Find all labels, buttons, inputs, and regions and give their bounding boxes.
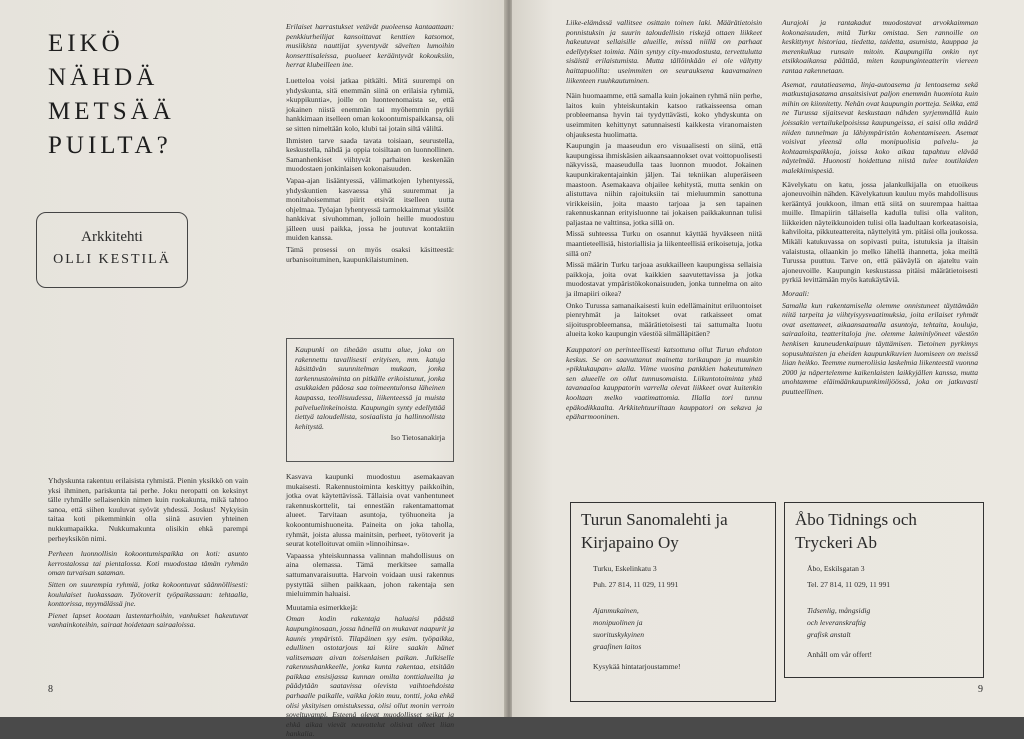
paragraph: Perheen luonnollisin kokoontumispaikka on koti: asunto kerrostalossa tai pientalossa. Koti muodostaa tämän ryhmän oman turvaisan sataman.	[48, 549, 248, 578]
paragraph: Samalla kun rakentamisella olemme onnistuneet täyttämään niitä tarpeita ja viihtyisyysvaatimuksia, joita erilaiset ryhmät ovat asettaneet, aikaansaamalla asuntoja, tehtaita, kouluja, sairaaloita, teatteritaloja jne. olemme laiminlyöneet väestön henkisen kauneudenkaipuun täyttämisen. Tietoinen pyrkimys sopusuhtaisten ja eheiden kaupunkikuvien luomiseen on meissä liian heikko. Teemme numeroliisia laskelmia liikenteestä vuonna 2000 ja näpertelemme kaikenlaisten laikkyjällen kanssa, mutta unohtamme eläimäänkaupunkimiljöössä, joka on jatkuvasti puutteellinen.	[782, 300, 978, 396]
ad-slogan-line: monipuolinen ja	[593, 618, 643, 627]
left-column-2-top	[286, 22, 454, 334]
paragraph: Kasvava kaupunki muodostuu asemakaavan mukaisesti. Rakennustoiminta keskittyy paikkoihin, jotka ovat käytettävissä. Tällaisia ovat vanhentuneet rakennuskorttelit, tai ennestään rakentamattomat alueet. Tarvitaan asuntoja, työhuoneita ja kokoontumishuoneita. Paineita on joka taholla, ryhmät, joista alussa mainitsin, perheet, työtoverit ja seurat kotelloituvat omiin »linnoihinsa».	[286, 472, 454, 549]
ad-phone: Puh. 27 814, 11 029, 11 991	[593, 580, 679, 589]
paragraph: Vapaassa yhteiskunnassa valinnan mahdollisuus on aina olemassa. Tämä merkitsee samalla sattumanvaraisuutta. Harvoin voidaan uusi rakennus pystyttää siihen paikkaan, johon rakentaja sen mieluimmin haluaisi.	[286, 550, 454, 599]
ad-slogan-line: och leveranskraftig	[807, 618, 866, 627]
paragraph: Vapaa-ajan lisääntyessä, välimatkojen lyhentyessä, yhdyskuntien kasvaessa yhä suuremmat ja monitahoisemmat piirit etsivät itselleen uutta ohjelmaa. Työajan lyhentyessä tarmokkaimmat yksilöt hankkivat sivuhomman, jolloin heille muodostuu jälleen uusi paikka, jossa he joutuvat kontaktiin muiden kanssa.	[286, 175, 454, 243]
right-page	[512, 0, 1024, 717]
author-name: OLLI KESTILÄ	[53, 252, 171, 267]
paragraph: Missä määrin Turku tarjoaa asukkailleen kaupungissa sellaisia paikkoja, joita ovat kaikkien saavutettavissa ja jotka muodostavat ympäristökokonaisuuden, jonka tunnelma on aito ja ilmapiiri oikea?	[566, 260, 762, 299]
paragraph: Asemat, rautatieasema, linja-autoasema ja lentoasema sekä matkustajasatama ansaitsisivat paljon enemmän huomiota kuin mihin on kiinnitetty. Nehän ovat kaupungin portteja. Seikka, että ne Turussa sijaitsevat keskustaan nähden syrjemmällä kuin joissakin vertailukelpoisissa kaupungeissa, ei saisi olla määrä niiden tunnelman ja lähiympäristön kohentamiseen. Asemat voisivat yleensä olla monipuolisia palvelu- ja kohtaamispaikkoja, joissa koko aikaa tapahtuu elävää näytelmää. Huonosti hoidettuna niistä tulee toutilaiden malekkimispesiä.	[782, 79, 978, 175]
quote-source: Iso Tietosanakirja	[390, 433, 445, 443]
ad-slogan-line: suorituskykyinen	[593, 630, 645, 639]
quote-box	[286, 338, 454, 462]
author-title: Arkkitehti	[81, 229, 143, 245]
paragraph: Sitten on suurempia ryhmiä, jotka kokoontuvat säännöllisesti: koululaiset luokassaan. Työtoverit työpaikassaan: tehtaalla, konttorissa, myymälässä jne.	[48, 579, 248, 609]
ad-slogan-line: graafinen laitos	[593, 642, 642, 651]
paragraph: Liike-elämässä vallitsee osittain toinen laki. Määrätietoisin ponnistuksin ja suurin taloudellisin riskejä ottaen liikkeet hakeutuvat sellaisille alueille, missä niillä on parhaat edellytykset toimia. Näin syntyy city-muodostusta, tervettulutta sisäistä erilaistumista. Mutta tällöinkään ei ole vältytty haittapuolilta: useimmiten on seurauksena kaavamainen liikenteen ruuhkautuminen.	[566, 18, 762, 85]
paragraph: Luetteloa voisi jatkaa pitkälti. Mitä suurempi on yhdyskunta, sitä enemmän siinä on erilaisia ryhmiä, »kuppikuntia», joille on luonteenomaista se, että jokainen niistä enemmän tai myöhemmin pyrkii hankkimaan itselleen oman kokoontumispaikkansa, oli se sitten nimeltään kolo, klubi tai jotain siltä väliltä.	[286, 75, 454, 133]
ad-slogan-line: Tidsenlig, mångsidig	[807, 606, 871, 615]
left-column-1	[48, 476, 248, 676]
title-line-3: METSÄÄ	[48, 98, 175, 125]
paragraph: Missä suhteessa Turku on osannut käyttää hyväkseen niitä maantieteellisiä, historiallisia ja liikenteellisiä erikoisetuja, jotka sillä on?	[566, 229, 762, 258]
examples-label: Muutamia esimerkkejä:	[286, 602, 358, 612]
ad-address: Åbo, Eskilsgatan 3	[807, 564, 865, 573]
paragraph: Näin huomaamme, että samalla kuin jokainen ryhmä niin perhe, laitos kuin yhteiskuntakin katsoo ratkaisseensa oman probleemansa hyvin tai tyydyttävästi, koko yhdyskunta on useimmiten kehittynyt satunnaisesti kaikkesta viranomaisten ohjauksesta huolimatta.	[566, 91, 762, 139]
paragraph: Ihmisten tarve saada tavata toisiaan, seurustella, keskustella, nähdä ja oppia toisiltaan on luonnollinen. Samanhenkiset viihtyvät parhaiten keskenään muodostaen jonkinlaisen kokonaisuuden.	[286, 135, 454, 174]
ad-phone: Tel. 27 814, 11 029, 11 991	[807, 580, 891, 589]
page-number-right: 9	[978, 684, 983, 695]
paragraph: Onko Turussa samanaikaisesti kuin edellämainitut eriluontoiset pienryhmät ja laitokset ovat ratkaisseet omat sijoitusprobleemansa, määrätietoisesti tai sattumalta luotu alueita koko kaupungin väestöä silmälläpitäen?	[566, 300, 762, 339]
ad-slogan-line: Ajanmukainen,	[593, 606, 639, 615]
advertisement-abo-tidnings	[784, 502, 984, 678]
ad-name-line-1: Turun Sanomalehti ja	[581, 510, 728, 529]
paragraph: Aurajoki ja rantakadut muodostavat arvokkaimman kokonaisuuden, mitä Turku omistaa. Sen rannoille on keskittynyt historiaa, tiedetta, taidetta, asumista, kauppaa ja merenkulkua runsain mitoin. Kaupungilla onkin nyt etsikkoaikansa päättää, miten kaupunginteatterin viereen rantaa rakennetaan.	[782, 18, 978, 75]
right-column-1	[566, 18, 762, 498]
quote-text: Kaupunki on tiheään asuttu alue, joka on rakennettu tavallisesti erityisen, mm. katuja käsittävän suunnitelman mukaan, jonka tarkennustoiminta on pitkälle erikoistunut, jonka asukkaiden pääosa saa toimeentulonsa läheinen kaupassa, teollisuudessa, liikenteessä ja muista palveluelinkeinoista. Kaupungin synty edellyttää tiettyä taloudellista, sosiaalista ja hallinnollista kehitystä.	[295, 345, 445, 431]
title-line-1: EIKÖ	[48, 30, 124, 57]
paragraph: Kävelykatu on katu, jossa jalankulkijalla on etuoikeus ajoneuvoihin nähden. Kävelykatuun kuuluu myös mahdollisuus kerääntyä joukkoon, ilman että siitä on suurempaa haittaa muille. Ilmapiirin tällaisella kadulla tulisi olla valiton, liikkeiden näyteikkunoiden tulisi olla laadultaan korkeatasoisia, kahviloita, pikkuteattereita, näyttelyitä ym. pitäisi olla joukossa. Mikäli katukuvassa on sopivasti puita, istutuksia ja iltaisin valaistusta, ollaankin jo melko lähellä ihannetta, joka meiltä Turussa puuttuu. Tarve on, että pääväylä on ajateltu vain ajoneuvoille. Kaupungin keskustassa pitäisi määrätietoisesti pyrkiä levittämään myös katukäytäviä.	[782, 179, 978, 285]
moraali-label: Moraali:	[782, 289, 810, 299]
paragraph: Yhdyskunta rakentuu erilaisista ryhmistä. Pienin yksikkö on vain yksi ihminen, pariskunta tai perhe. Joku neropatti on keksinyt tälle ryhmälle sellaisenkin nimen kuin ruokakunta, mikä tahtoo sanoa, että siihen kuuluvat syövät yhdessä. Joskus! Nykyisin taitaa koti pikemminkin olla siinä asuvien yhteinen nukkumapaikka. Nukkumakunta olisikin ehkä parempi perheyksikön nimi.	[48, 476, 248, 543]
title-line-4: PUILTA?	[48, 132, 172, 159]
paragraph: Kauppatori on perinteellisesti katsottuna ollut Turun ehdoton keskus. Se on saavuttanut mainetta torikaupan ja muunkin »pikkukaupan» alalla. Viime vuosina pankkien hakeutuminen sen alueelle on ollut tunnusomaista. Liikuntotoiminta yhtä tavanaaloa kauppatorin varrella olevat liikkeet ovat kuitenkin kooltaan melko vaatimattomia. Illalla tori tunnu epäkodikkaalta. Arkkitehtuuriltaan kauppatori on sekava ja epäharmooninen.	[566, 345, 762, 422]
paragraph: Erilaiset harrastukset vetävät puoleensa kantaattaan: penkkiurheilijat kansoittavat kenttien katsomot, musiikista nauttijat syventyvät sävelten lumoihin konserttisaleissa, puolueet kerääntyvät kokouksiin, herrat klubeilleen ine.	[286, 22, 454, 70]
ad-call-to-action: Kysykää hintatarjoustamme!	[593, 662, 681, 671]
title-line-2: NÄHDÄ	[48, 64, 159, 91]
paragraph: Oman kodin rakentaja haluaisi päästä kaupunginosaan, jossa hänellä on mukavat naapurit ja kaunis ympäristö. Tilapäinen syy esim. työpaikka, edullinen ostotarjous tai kiire saakin hänet valitsemaan aivan toisenlaisen paikan. Julkiselle rakennushankkeelle, jonka kunta rakentaa, etsitään paikkaa ensisijassa kunnan omilta tonttialueilta ja päädytään saatavissa olevista vaihtoehdoista parhaalle paikalle, vaikka jokin muu, tontti, joka ehkä olisi yksityisen omistuksessa, olisi ollut monin verroin soveltuvampi. Esteenä olevat muodollisset seikat ja ehkä aikaa vievät neuvottelut olisivat olleet liian hankalia.	[286, 614, 454, 739]
left-page	[0, 0, 506, 739]
right-column-2	[782, 18, 978, 498]
ad-name-line-2: Kirjapaino Oy	[581, 533, 679, 552]
ad-address: Turku, Eskelinkatu 3	[593, 564, 657, 573]
ad-name-line-2: Tryckeri Ab	[795, 533, 878, 552]
paragraph: Kaupungin ja maaseudun ero visuaalisesti on siinä, että kaupungissa ihmiskäsien aikaansaannokset ovat voittopuolisesti näkyvissä, maaseudulla taas luonnon muodot. Jokainen kaupunkirakentajainkin jäljen. Tai tekniikan aluperäiseen maastoon. Asemakaava ohjailee kehitystä, mutta senkin on alistuttava niihin rajoituksiin tai mieluummin sanottuna virikkeisiin, joita maasto tarjoaa ja sen tapainen rakennuskannan erityisluonne tai jokaisen paikkakunnan tulisi paljastaa ne valttinsa, jotka sillä on.	[566, 141, 762, 227]
paragraph: Tämä prosessi on myös osaksi käsitteestä: urbanisoituminen, kaupunkilaistuminen.	[286, 245, 454, 264]
ad-name-line-1: Åbo Tidnings och	[795, 510, 917, 529]
left-column-2-bottom	[286, 472, 454, 739]
advertisement-turun-sanomalehti	[570, 502, 776, 702]
page-number-left: 8	[48, 684, 53, 695]
author-box	[36, 212, 188, 288]
paragraph: Pienet lapset kootaan lastentarhoihin, vanhukset hakeutuvat vanhainkoteihin, sairaat hoidetaan sairaaloissa.	[48, 610, 248, 630]
ad-slogan-line: grafisk anstalt	[807, 630, 851, 639]
ad-call-to-action: Anhåll om vår offert!	[807, 650, 873, 659]
